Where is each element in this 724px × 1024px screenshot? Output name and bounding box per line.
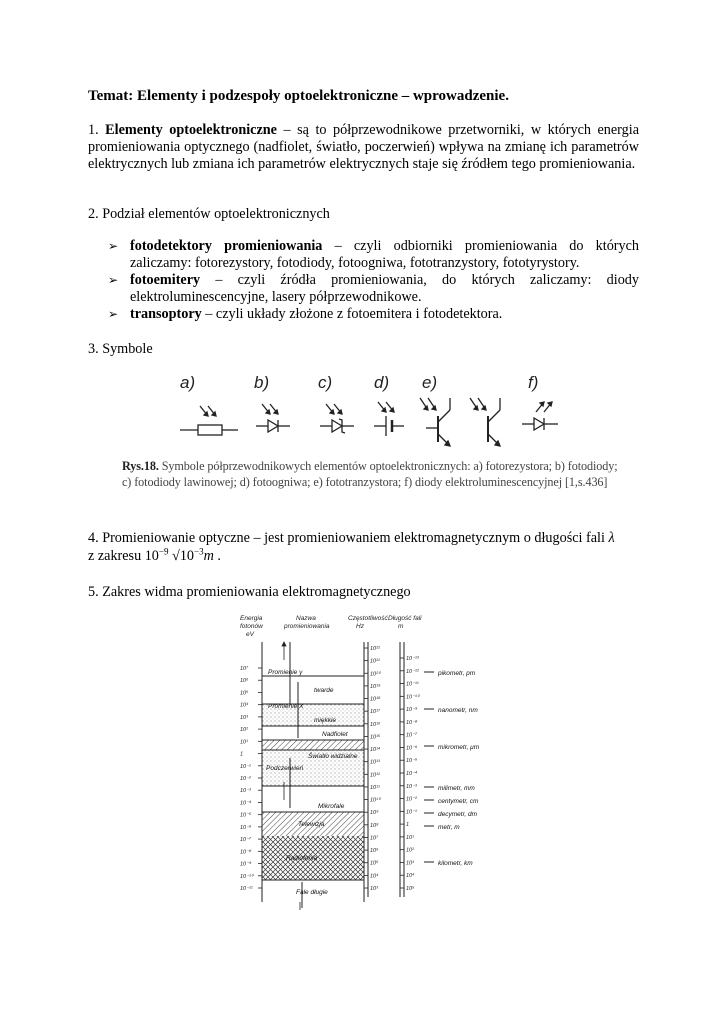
- tick-label: 10²¹: [370, 658, 380, 665]
- freq-ticks: [364, 646, 381, 892]
- tick-label: 10⁻⁶: [240, 824, 252, 831]
- tick-label: 10⁵: [406, 886, 415, 892]
- header-wave: m: [398, 623, 404, 630]
- phototransistor-symbol: [420, 398, 450, 446]
- symbol-label: f): [528, 373, 539, 392]
- tick-label: 10⁻³: [406, 783, 417, 790]
- tick-label: 10⁻²: [240, 776, 251, 782]
- tick-label: 10⁸: [370, 822, 379, 829]
- arrow-bullet-icon: ➢: [108, 307, 119, 321]
- list-item: [106, 306, 639, 323]
- unit-label: decymetr, dm: [438, 811, 478, 818]
- band-label: Promienie X: [268, 703, 304, 710]
- band-label: Mikrofale: [318, 803, 345, 810]
- arrow-bullet-icon: ➢: [108, 273, 119, 287]
- tick-label: 10¹⁵: [370, 734, 381, 741]
- symbols-figure: [170, 368, 590, 452]
- list-item-text: – czyli źródła promieniowania, do których zaliczamy: diody elektroluminescencyjne, lasery półprzewodnikowe.: [130, 272, 639, 305]
- tick-label: 10¹⁹: [370, 683, 381, 690]
- band-label: Światło widzialne: [308, 753, 358, 760]
- tick-label: 10⁵: [370, 860, 379, 867]
- tick-label: 10¹⁰: [370, 797, 381, 804]
- tick-label: 10²: [240, 727, 248, 734]
- band-label: twarde: [314, 687, 334, 694]
- tick-label: 10⁶: [370, 848, 379, 855]
- header-freq: Częstotliwość: [348, 615, 388, 622]
- unit-label: milimetr, mm: [438, 785, 475, 792]
- tick-label: 10²⁰: [370, 671, 381, 678]
- exponent-2: −3: [194, 546, 204, 557]
- tick-label: 10⁻⁷: [406, 732, 418, 739]
- tick-label: 10⁻¹³: [406, 656, 419, 662]
- symbol-label: b): [254, 373, 270, 392]
- tick-label: 10⁻⁸: [240, 849, 252, 856]
- exponent-1: −9: [158, 546, 169, 557]
- section-4-line-1: [88, 530, 639, 547]
- tick-label: 10⁻¹: [406, 809, 417, 816]
- tick-label: 10⁻⁷: [240, 837, 252, 844]
- list-item-term: transoptory: [130, 306, 202, 322]
- tick-label: 10¹⁶: [370, 721, 381, 728]
- lambda-symbol: λ: [608, 530, 615, 546]
- list-item-term: fotodetektory promieniowania: [130, 238, 323, 254]
- tick-label: 10¹: [240, 739, 248, 746]
- tick-label: 10³: [406, 860, 414, 867]
- bullet-list: [106, 238, 639, 323]
- tick-label: 10⁻⁵: [406, 758, 418, 765]
- header-freq: Hz: [356, 623, 364, 630]
- energy-ticks: [240, 665, 262, 892]
- band-label: miękkie: [314, 717, 337, 724]
- tick-label: 10⁴: [370, 873, 379, 880]
- header-wave: Długość fali: [388, 615, 422, 622]
- unit-label: centymetr, cm: [438, 798, 479, 805]
- section-1-term: Elementy optoelektroniczne: [105, 122, 277, 138]
- tick-label: 10²: [406, 847, 414, 854]
- unit-label: metr, m: [438, 824, 460, 831]
- symbol-label: d): [374, 373, 390, 392]
- tick-label: 1: [240, 751, 244, 758]
- tick-label: 10⁻²: [406, 796, 417, 803]
- symbol-label: c): [318, 373, 333, 392]
- symbol-label: a): [180, 373, 196, 392]
- band-label: Nadfiolet: [322, 731, 348, 738]
- tick-label: 10¹⁷: [370, 709, 381, 716]
- tick-label: 10²²: [370, 646, 380, 652]
- list-item-text: – czyli odbiorniki promieniowania do których zaliczamy: fotorezystory, fotodiody, fotoogniwa, fototranzystory, fototyrystory.: [130, 238, 640, 271]
- led-symbol: [522, 402, 558, 430]
- tick-label: 10⁻⁸: [406, 719, 418, 726]
- tick-label: 10⁻⁹: [240, 861, 252, 868]
- band-label: Telewizja: [298, 821, 325, 828]
- avalanche-photodiode-symbol: [320, 404, 354, 433]
- tick-label: 10¹³: [370, 759, 380, 766]
- section-1-number: 1.: [88, 122, 99, 138]
- tick-label: 10⁻⁴: [406, 771, 418, 777]
- header-energy: fotonów: [240, 623, 263, 630]
- tick-label: 10⁷: [370, 835, 379, 842]
- header-name: Nazwa: [296, 615, 316, 622]
- tick-label: 10⁵: [240, 690, 249, 697]
- unit-m: m: [203, 548, 214, 564]
- tick-label: 10³: [240, 714, 248, 721]
- figure-caption: [122, 458, 622, 490]
- tick-label: 10⁻¹²: [406, 668, 419, 675]
- header-energy: Energia: [240, 615, 263, 622]
- band-label: Podczerwień: [266, 765, 304, 772]
- tick-label: 10¹¹: [370, 784, 380, 791]
- tick-label: 10⁻¹¹: [406, 681, 419, 688]
- tick-label: 10³: [370, 886, 378, 892]
- tick-label: 10⁻⁵: [240, 812, 252, 819]
- tick-label: 10⁻¹: [240, 763, 251, 770]
- tick-label: 10⁶: [240, 678, 249, 685]
- symbol-label: e): [422, 373, 438, 392]
- header-energy: eV: [246, 631, 254, 638]
- list-item-text: – czyli układy złożone z fotoemitera i fotodetektora.: [205, 306, 503, 322]
- section-4-text: 4. Promieniowanie optyczne – jest promieniowaniem elektromagnetycznym o długości fali: [88, 530, 605, 546]
- tick-label: 10⁻⁶: [406, 745, 418, 752]
- caption-text: Symbole półprzewodnikowych elementów optoelektronicznych: a) fotorezystora; b) fotodiody; c) fotodiody lawinowej; d) fotoogniwa; e) fototranzystora; f) diody elektroluminescencyjnej [1,s.436]: [122, 459, 618, 489]
- tick-label: 10¹⁴: [370, 747, 381, 754]
- band-label: Radiofonia: [286, 855, 318, 862]
- list-item-term: fotoemitery: [130, 272, 201, 288]
- band-label: Promienie γ: [268, 669, 303, 676]
- tick-label: 10⁻⁹: [406, 707, 418, 714]
- range-sep: √10: [168, 548, 195, 564]
- section-5-heading: 5. Zakres widma promieniowania elektromagnetycznego: [88, 584, 411, 600]
- range-end: .: [213, 548, 221, 564]
- tick-label: 10¹: [406, 834, 414, 841]
- tick-label: 10⁻⁴: [240, 800, 252, 807]
- section-4-line-2: [88, 548, 639, 565]
- tick-label: 10⁴: [406, 873, 415, 880]
- unit-label: pikometr, pm: [438, 670, 476, 677]
- tick-label: 10⁻³: [240, 788, 251, 795]
- tick-label: 10⁴: [240, 702, 249, 709]
- section-3-heading: 3. Symbole: [88, 341, 153, 357]
- phototransistor-variant-symbol: [470, 398, 500, 446]
- header-name: promieniowania: [284, 623, 330, 630]
- list-item: [106, 272, 639, 306]
- photocell-symbol: [374, 402, 404, 436]
- wave-ticks: [400, 656, 420, 892]
- section-2-heading: 2. Podział elementów optoelektronicznych: [88, 206, 330, 222]
- tick-label: 10⁻¹⁰: [240, 873, 254, 880]
- list-item: [106, 238, 639, 272]
- photoresistor-symbol: [180, 406, 238, 435]
- photodiode-symbol: [256, 404, 290, 432]
- tick-label: 10⁹: [370, 810, 379, 817]
- tick-label: 10⁻¹⁰: [406, 694, 420, 701]
- tick-label: 10¹²: [370, 772, 380, 779]
- unit-label: kilometr, km: [438, 860, 473, 867]
- page-title: Temat: Elementy i podzespoły optoelektroniczne – wprowadzenie.: [88, 88, 509, 104]
- range-prefix: z zakresu 10: [88, 548, 159, 564]
- section-1-paragraph: [88, 122, 639, 173]
- arrow-bullet-icon: ➢: [108, 239, 119, 253]
- unit-label: mikrometr, μm: [438, 744, 480, 751]
- caption-number: Rys.18.: [122, 459, 159, 473]
- tick-label: 10⁷: [240, 666, 249, 672]
- section-1-text: – są to półprzewodnikowe przetworniki, w których energia promieniowania optycznego (nadfiolet, światło, poczerwień) wpływa na zmianę ich parametrów elektrycznych lub zmiana ich parametrów elektrycznych staje się źródłem tego promieniowania.: [88, 122, 639, 172]
- tick-label: 10¹⁸: [370, 696, 381, 703]
- unit-label: nanometr, nm: [438, 707, 478, 714]
- tick-label: 1: [406, 822, 410, 829]
- spectrum-figure: [238, 612, 508, 912]
- tick-label: 10⁻¹¹: [240, 886, 253, 892]
- band-label: Fale długie: [296, 889, 328, 896]
